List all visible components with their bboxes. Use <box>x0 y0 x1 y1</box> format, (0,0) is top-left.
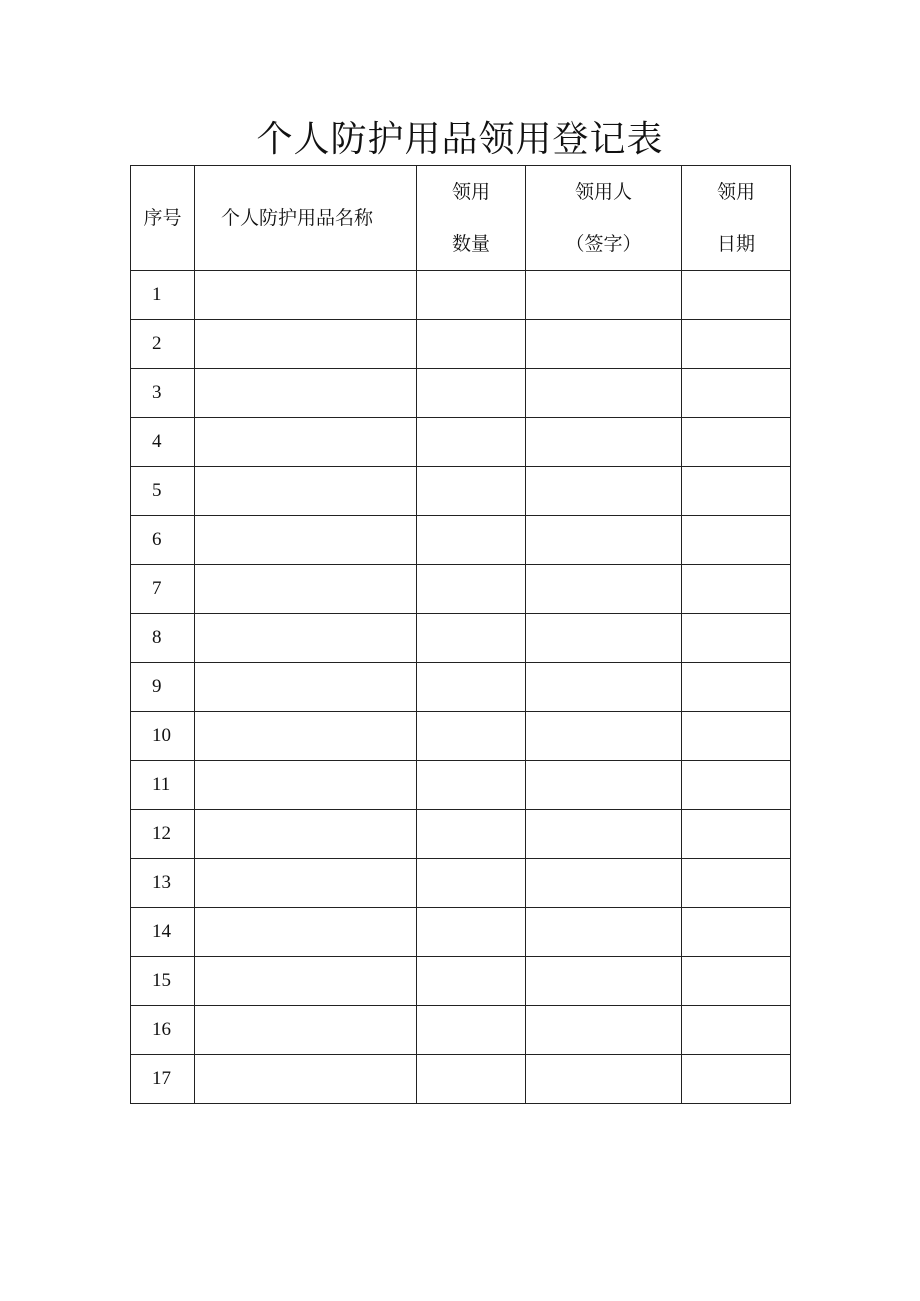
table-row <box>131 467 791 516</box>
row-seq-number: 16 <box>131 1006 195 1055</box>
table-row <box>131 810 791 859</box>
register-body <box>131 271 791 1104</box>
header-item-name <box>195 166 417 271</box>
recipient-signature-cell[interactable] <box>526 663 682 712</box>
recipient-signature-cell[interactable] <box>526 1055 682 1104</box>
table-row <box>131 565 791 614</box>
header-quantity-line2: 数量 <box>451 233 490 255</box>
quantity-cell[interactable] <box>417 810 526 859</box>
table-row <box>131 761 791 810</box>
item-name-cell[interactable] <box>195 369 417 418</box>
recipient-signature-cell[interactable] <box>526 859 682 908</box>
item-name-cell[interactable] <box>195 418 417 467</box>
recipient-signature-cell[interactable] <box>526 957 682 1006</box>
row-seq-number: 9 <box>131 663 195 712</box>
row-seq-number: 11 <box>131 761 195 810</box>
quantity-cell[interactable] <box>417 516 526 565</box>
item-name-cell[interactable] <box>195 565 417 614</box>
quantity-cell[interactable] <box>417 320 526 369</box>
recipient-signature-cell[interactable] <box>526 271 682 320</box>
row-seq-number: 13 <box>131 859 195 908</box>
table-row <box>131 957 791 1006</box>
table-row <box>131 1006 791 1055</box>
quantity-cell[interactable] <box>417 1055 526 1104</box>
item-name-cell[interactable] <box>195 908 417 957</box>
row-seq-number: 5 <box>131 467 195 516</box>
recipient-signature-cell[interactable] <box>526 761 682 810</box>
row-seq-number: 14 <box>131 908 195 957</box>
date-cell[interactable] <box>682 320 791 369</box>
item-name-cell[interactable] <box>195 1006 417 1055</box>
header-date-line2: 日期 <box>716 233 755 255</box>
date-cell[interactable] <box>682 908 791 957</box>
recipient-signature-cell[interactable] <box>526 908 682 957</box>
row-seq-number: 6 <box>131 516 195 565</box>
header-item-name-label: 个人防护用品名称 <box>221 207 374 229</box>
quantity-cell[interactable] <box>417 418 526 467</box>
recipient-signature-cell[interactable] <box>526 712 682 761</box>
header-quantity <box>417 166 526 271</box>
recipient-signature-cell[interactable] <box>526 810 682 859</box>
header-seq <box>131 166 195 271</box>
register-table <box>130 165 791 1104</box>
recipient-signature-cell[interactable] <box>526 565 682 614</box>
date-cell[interactable] <box>682 761 791 810</box>
date-cell[interactable] <box>682 271 791 320</box>
table-row <box>131 369 791 418</box>
quantity-cell[interactable] <box>417 761 526 810</box>
row-seq-number: 12 <box>131 810 195 859</box>
table-row <box>131 712 791 761</box>
item-name-cell[interactable] <box>195 761 417 810</box>
table-row <box>131 418 791 467</box>
item-name-cell[interactable] <box>195 712 417 761</box>
item-name-cell[interactable] <box>195 320 417 369</box>
date-cell[interactable] <box>682 663 791 712</box>
recipient-signature-cell[interactable] <box>526 320 682 369</box>
header-date-line1: 领用 <box>716 181 755 203</box>
item-name-cell[interactable] <box>195 1055 417 1104</box>
date-cell[interactable] <box>682 957 791 1006</box>
table-row <box>131 908 791 957</box>
date-cell[interactable] <box>682 516 791 565</box>
row-seq-number: 15 <box>131 957 195 1006</box>
row-seq-number: 4 <box>131 418 195 467</box>
item-name-cell[interactable] <box>195 614 417 663</box>
quantity-cell[interactable] <box>417 1006 526 1055</box>
row-seq-number: 7 <box>131 565 195 614</box>
table-row <box>131 271 791 320</box>
quantity-cell[interactable] <box>417 614 526 663</box>
recipient-signature-cell[interactable] <box>526 467 682 516</box>
date-cell[interactable] <box>682 565 791 614</box>
quantity-cell[interactable] <box>417 663 526 712</box>
table-row <box>131 859 791 908</box>
row-seq-number: 10 <box>131 712 195 761</box>
recipient-signature-cell[interactable] <box>526 369 682 418</box>
quantity-cell[interactable] <box>417 467 526 516</box>
date-cell[interactable] <box>682 810 791 859</box>
header-recipient <box>526 166 682 271</box>
quantity-cell[interactable] <box>417 565 526 614</box>
document-title: 个人防护用品领用登记表 <box>256 119 664 160</box>
date-cell[interactable] <box>682 1055 791 1104</box>
date-cell[interactable] <box>682 1006 791 1055</box>
item-name-cell[interactable] <box>195 957 417 1006</box>
row-seq-number: 3 <box>131 369 195 418</box>
row-seq-number: 17 <box>131 1055 195 1104</box>
quantity-cell[interactable] <box>417 908 526 957</box>
item-name-cell[interactable] <box>195 467 417 516</box>
header-seq-label: 序号 <box>143 207 182 229</box>
row-seq-number: 1 <box>131 271 195 320</box>
header-date <box>682 166 791 271</box>
date-cell[interactable] <box>682 467 791 516</box>
item-name-cell[interactable] <box>195 663 417 712</box>
table-row <box>131 320 791 369</box>
date-cell[interactable] <box>682 712 791 761</box>
date-cell[interactable] <box>682 614 791 663</box>
item-name-cell[interactable] <box>195 859 417 908</box>
table-row <box>131 663 791 712</box>
table-row <box>131 516 791 565</box>
quantity-cell[interactable] <box>417 859 526 908</box>
header-recipient-line2: （签字） <box>565 233 642 255</box>
header-row <box>131 166 791 271</box>
row-seq-number: 2 <box>131 320 195 369</box>
recipient-signature-cell[interactable] <box>526 1006 682 1055</box>
date-cell[interactable] <box>682 418 791 467</box>
item-name-cell[interactable] <box>195 516 417 565</box>
table-row <box>131 614 791 663</box>
quantity-cell[interactable] <box>417 957 526 1006</box>
date-cell[interactable] <box>682 369 791 418</box>
table-row <box>131 1055 791 1104</box>
quantity-cell[interactable] <box>417 369 526 418</box>
header-recipient-line1: 领用人 <box>574 181 632 203</box>
recipient-signature-cell[interactable] <box>526 614 682 663</box>
item-name-cell[interactable] <box>195 271 417 320</box>
recipient-signature-cell[interactable] <box>526 516 682 565</box>
row-seq-number: 8 <box>131 614 195 663</box>
quantity-cell[interactable] <box>417 712 526 761</box>
date-cell[interactable] <box>682 859 791 908</box>
quantity-cell[interactable] <box>417 271 526 320</box>
header-quantity-line1: 领用 <box>451 181 490 203</box>
recipient-signature-cell[interactable] <box>526 418 682 467</box>
item-name-cell[interactable] <box>195 810 417 859</box>
